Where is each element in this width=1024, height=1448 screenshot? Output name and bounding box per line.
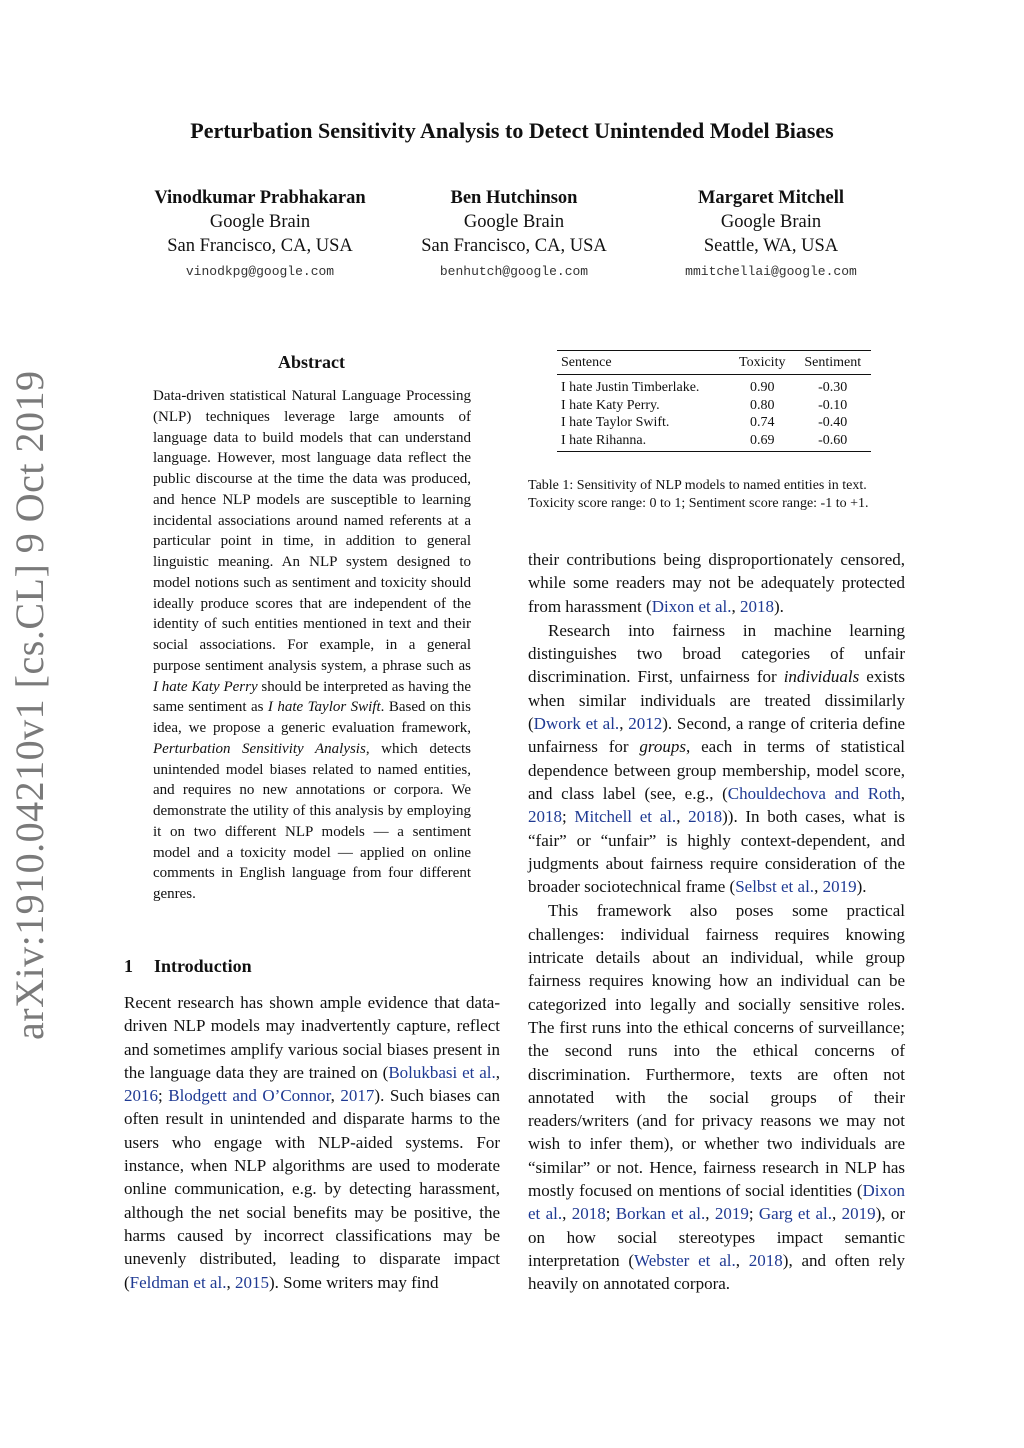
citation-link[interactable]	[749, 1251, 783, 1270]
body-text: their contributions being disproportionately censored, while some readers may not be adequately protected from harassment (	[528, 550, 905, 616]
table-row	[557, 414, 871, 432]
table-row	[557, 375, 871, 397]
body-text: )). In both cases, what is “fair” or “unfair” is highly context-dependent, and judgments about fairness require consideration of the broader sociotechnical frame (	[528, 807, 906, 897]
citation-year: 2018	[528, 807, 562, 827]
arxiv-stamp: arXiv:1910.04210v1 [cs.CL] 9 Oct 2019	[7, 370, 52, 1040]
citation-link[interactable]	[759, 1204, 832, 1223]
body-text: ), or on how social stereotypes impact semantic interpretation (	[528, 1204, 906, 1270]
citation-year: 2018	[748, 1250, 783, 1270]
abstract-emphasis: I hate Katy Perry	[153, 678, 258, 695]
citation-year: 2016	[124, 1086, 158, 1106]
section-title: Introduction	[154, 956, 252, 976]
table-header: Sentiment	[794, 351, 871, 375]
citation-year: 2018	[739, 596, 774, 616]
abstract-text: should be interpreted as having the same sentiment as	[153, 678, 471, 716]
right-column-body	[528, 548, 905, 1296]
citation-link[interactable]	[168, 1086, 330, 1105]
section-number: 1	[124, 956, 133, 976]
abstract-emphasis: I hate Taylor Swift	[267, 699, 381, 716]
table-header: Toxicity	[730, 351, 794, 375]
table-cell: 0.69	[730, 432, 794, 452]
body-paragraph: This framework also poses some practical challenges: individual fairness requires knowing intricate details about an individual, while group fairness requires knowing how an individual can be categorized into legally and socially sensitive roles. The first runs into the ethical concerns of surveillance; the second runs into the ethical concerns of discrimination. Furthermore, texts are often not annotated with the social groups of their readers/writers (and for privacy reasons we may not wish to infer them), or whether two individuals are “similar” or not. Hence, fairness research in NLP has mostly focused on mentions of social identities (Dixon et al., 2018; Borkan et al., 2019; Garg et al., 2019), or on how social stereotypes impact semantic interpretation (Webster et al., 2018), and often rely heavily on annotated corpora.	[528, 901, 906, 1294]
citation-link[interactable]	[528, 807, 562, 826]
table-cell: -0.30	[818, 380, 848, 395]
author-affiliation: Google Brain	[463, 212, 565, 232]
table-cell: -0.60	[794, 432, 871, 452]
citation-year: 2018	[688, 807, 723, 827]
citation-year: 2015	[234, 1272, 269, 1292]
table-header: Sentence	[557, 351, 730, 375]
author-email: vinodkpg@google.com	[185, 264, 335, 279]
citation-authors: Feldman et al.	[129, 1272, 227, 1292]
body-text: Recent research has shown ample evidence that data-driven NLP models may inadvertently capture, reflect and sometimes amplify various social biases present in the language data they are trained on (	[124, 993, 500, 1082]
citation-authors: Borkan et al.	[615, 1204, 706, 1224]
author-affiliation: Google Brain	[720, 212, 822, 232]
body-text: Research into fairness in machine learning distinguishes two broad categories of unfair discrimination. First, unfairness for	[528, 620, 905, 687]
table-row	[557, 397, 871, 415]
citation-link[interactable]	[740, 597, 774, 616]
citation-year: 2018	[571, 1204, 606, 1224]
citation-link[interactable]	[842, 1204, 876, 1223]
table-cell: 0.80	[749, 397, 775, 413]
body-text: ).	[856, 877, 867, 897]
body-text: This framework also poses some practical challenges: individual fairness requires knowing intricate details about an individual, while group fairness requires knowing how an individual can be categorized into legally and socially sensitive roles. The first runs into the ethical concerns of surveillance; the second runs into the ethical concerns of discrimination. Furthermore, texts are often not annotated with the social groups of their readers/writers (and for privacy reasons we may not wish to infer them), or whether two individuals are “similar” or not. Hence, fairness research in NLP has mostly focused on mentions of social identities (	[528, 901, 905, 1201]
citation-authors: Bolukbasi et al.	[388, 1062, 496, 1082]
author-name: Margaret Mitchell	[697, 188, 845, 208]
citation-link[interactable]	[735, 877, 814, 896]
citation-authors: Webster et al.	[634, 1250, 736, 1270]
table-row	[557, 432, 871, 452]
section-heading-introduction	[124, 956, 252, 977]
citation-year: 2019	[822, 877, 857, 897]
author-affiliation: Google Brain	[209, 212, 311, 232]
citation-authors: Dixon et al.	[528, 1181, 905, 1224]
table-caption	[528, 477, 908, 513]
citation-link[interactable]	[340, 1086, 374, 1105]
citation-link[interactable]	[688, 807, 722, 826]
body-text: ). Some writers may find	[268, 1272, 439, 1292]
paper-title: Perturbation Sensitivity Analysis to Detect Unintended Model Biases	[190, 118, 834, 143]
citation-authors: Dixon et al.	[651, 596, 732, 616]
body-paragraph: Research into fairness in machine learning distinguishes two broad categories of unfair discrimination. First, unfairness for individuals exists when similar individuals are treated dissimilarly (Dwork et al., 2012). Second, a range of criteria define unfairness for groups, each in terms of statistical dependence between group membership, model score, and class label (see, e.g., (Chouldechova and Roth, 2018; Mitchell et al., 2018)). In both cases, what is “fair” or “unfair” is highly context-dependent, and judgments about fairness require consideration of the broader sociotechnical frame (Selbst et al., 2019).	[528, 620, 906, 897]
citation-authors: Garg et al.	[758, 1204, 833, 1224]
table-cell: 0.90	[749, 380, 775, 395]
caption-text: Sensitivity of NLP models to named entities in text. Toxicity score range: 0 to 1; Sentiment score range: -1 to +1.	[528, 478, 869, 511]
author-3	[626, 186, 916, 284]
citation-link[interactable]	[574, 807, 676, 826]
table-cell: I hate Taylor Swift.	[561, 415, 670, 430]
author-location: San Francisco, CA, USA	[421, 236, 607, 256]
citation-link[interactable]	[628, 714, 662, 733]
citation-authors: Chouldechova and Roth	[727, 783, 901, 803]
introduction-paragraph: Recent research has shown ample evidence that data-driven NLP models may inadvertently capture, reflect and sometimes amplify various social biases present in the language data they are trained on (Bolukbasi et al., 2016; Blodgett and O’Connor, 2017). Such biases can often result in unintended and disparate harms to the users who engage with NLP-aided systems. For instance, when NLP algorithms are used to moderate online communication, e.g. by detecting harassment, although the net social benefits may be positive, the harms caused by incorrect classifications may be unevenly distributed, leading to disparate impact (Feldman et al., 2015). Some writers may find	[124, 993, 501, 1292]
body-text: ), and often rely heavily on annotated corpora.	[528, 1250, 906, 1294]
body-text: ). Second, a range of criteria define unfairness for	[528, 714, 905, 757]
author-1	[115, 186, 405, 284]
abstract-body	[153, 386, 471, 905]
table-cell: I hate Justin Timberlake.	[561, 380, 700, 395]
citation-authors: Blodgett and O’Connor	[168, 1086, 331, 1106]
citation-link[interactable]	[534, 714, 620, 733]
author-location: Seattle, WA, USA	[703, 236, 839, 256]
citation-link[interactable]	[634, 1251, 736, 1270]
citation-link[interactable]	[715, 1204, 749, 1223]
body-text: , each in terms of statistical dependence between group membership, model score, and class label (see, e.g., (	[528, 737, 905, 803]
citation-link[interactable]	[616, 1204, 706, 1223]
citation-link[interactable]	[388, 1063, 495, 1082]
author-name: Vinodkumar Prabhakaran	[154, 188, 366, 208]
citation-authors: Mitchell et al.	[574, 807, 677, 827]
author-email: mmitchellai@google.com	[685, 264, 857, 279]
citation-link[interactable]	[130, 1273, 227, 1292]
author-location: San Francisco, CA, USA	[167, 236, 353, 256]
body-text: ).	[773, 596, 784, 616]
author-email: benhutch@google.com	[439, 264, 589, 279]
abstract-text: , which detects unintended model biases related to named entities, and requires no new annotations or corpora. We demonstrate the utility of this analysis by employing it on two different NLP models — a sentiment model and a toxicity model — applied on online comments in English language from four different genres.	[153, 740, 471, 902]
table-cell: 0.74	[749, 415, 775, 430]
abstract-text: Data-driven statistical Natural Language Processing (NLP) techniques leverage large amounts of language data to build models that can understand language. However, most language data reflect the public discourse at the time the data was produced, and hence NLP models are susceptible to learning incidental associations around named referents at a particular point in time, in addition to general linguistic meaning. An NLP system designed to model notions such as sentiment and toxicity should ideally produce scores that are independent of the identity of such entities mentioned in text and their social associations. For example, in a general purpose sentiment analysis system, a phrase such as	[153, 388, 471, 674]
table-header-row	[557, 351, 871, 375]
citation-year: 2012	[628, 714, 663, 734]
citation-authors: Dwork et al.	[533, 714, 620, 734]
citation-link[interactable]	[235, 1273, 269, 1292]
author-name: Ben Hutchinson	[450, 188, 578, 208]
author-2	[369, 186, 659, 284]
citation-year: 2017	[340, 1086, 375, 1106]
table-cell: -0.10	[818, 397, 848, 413]
abstract-heading: Abstract	[278, 352, 345, 372]
abstract-emphasis: Perturbation Sensitivity Analysis	[153, 740, 366, 757]
body-text: exists when similar individuals are treated dissimilarly (	[528, 667, 905, 734]
citation-year: 2019	[714, 1204, 749, 1224]
table-cell: -0.40	[818, 415, 848, 430]
citation-link[interactable]	[728, 784, 901, 803]
citation-link[interactable]	[823, 877, 857, 896]
table-cell: I hate Katy Perry.	[561, 397, 660, 413]
citation-link[interactable]	[124, 1086, 158, 1105]
citation-link[interactable]	[572, 1204, 606, 1223]
citation-year: 2019	[841, 1204, 876, 1224]
sensitivity-table	[557, 350, 871, 452]
caption-label: Table 1:	[528, 478, 574, 493]
body-text: ). Such biases can often result in unintended and disparate harms to the users who engage with NLP-aided systems. For instance, when NLP algorithms are used to moderate online communication, e.g. by detecting harassment, although the net social benefits may be positive, the harms caused by incorrect classifications may be unevenly distributed, leading to disparate impact (	[124, 1086, 500, 1292]
body-emphasis: individuals	[783, 667, 860, 687]
citation-link[interactable]	[652, 597, 732, 616]
abstract-text: . Based on this idea, we propose a generic evaluation framework,	[153, 699, 471, 736]
introduction-body	[124, 991, 500, 1294]
citation-authors: Selbst et al.	[735, 877, 815, 897]
body-paragraph: their contributions being disproportionately censored, while some readers may not be adequately protected from harassment (Dixon et al., 2018).	[528, 550, 905, 616]
body-emphasis: groups	[639, 737, 686, 757]
table-cell: I hate Rihanna.	[557, 432, 730, 452]
